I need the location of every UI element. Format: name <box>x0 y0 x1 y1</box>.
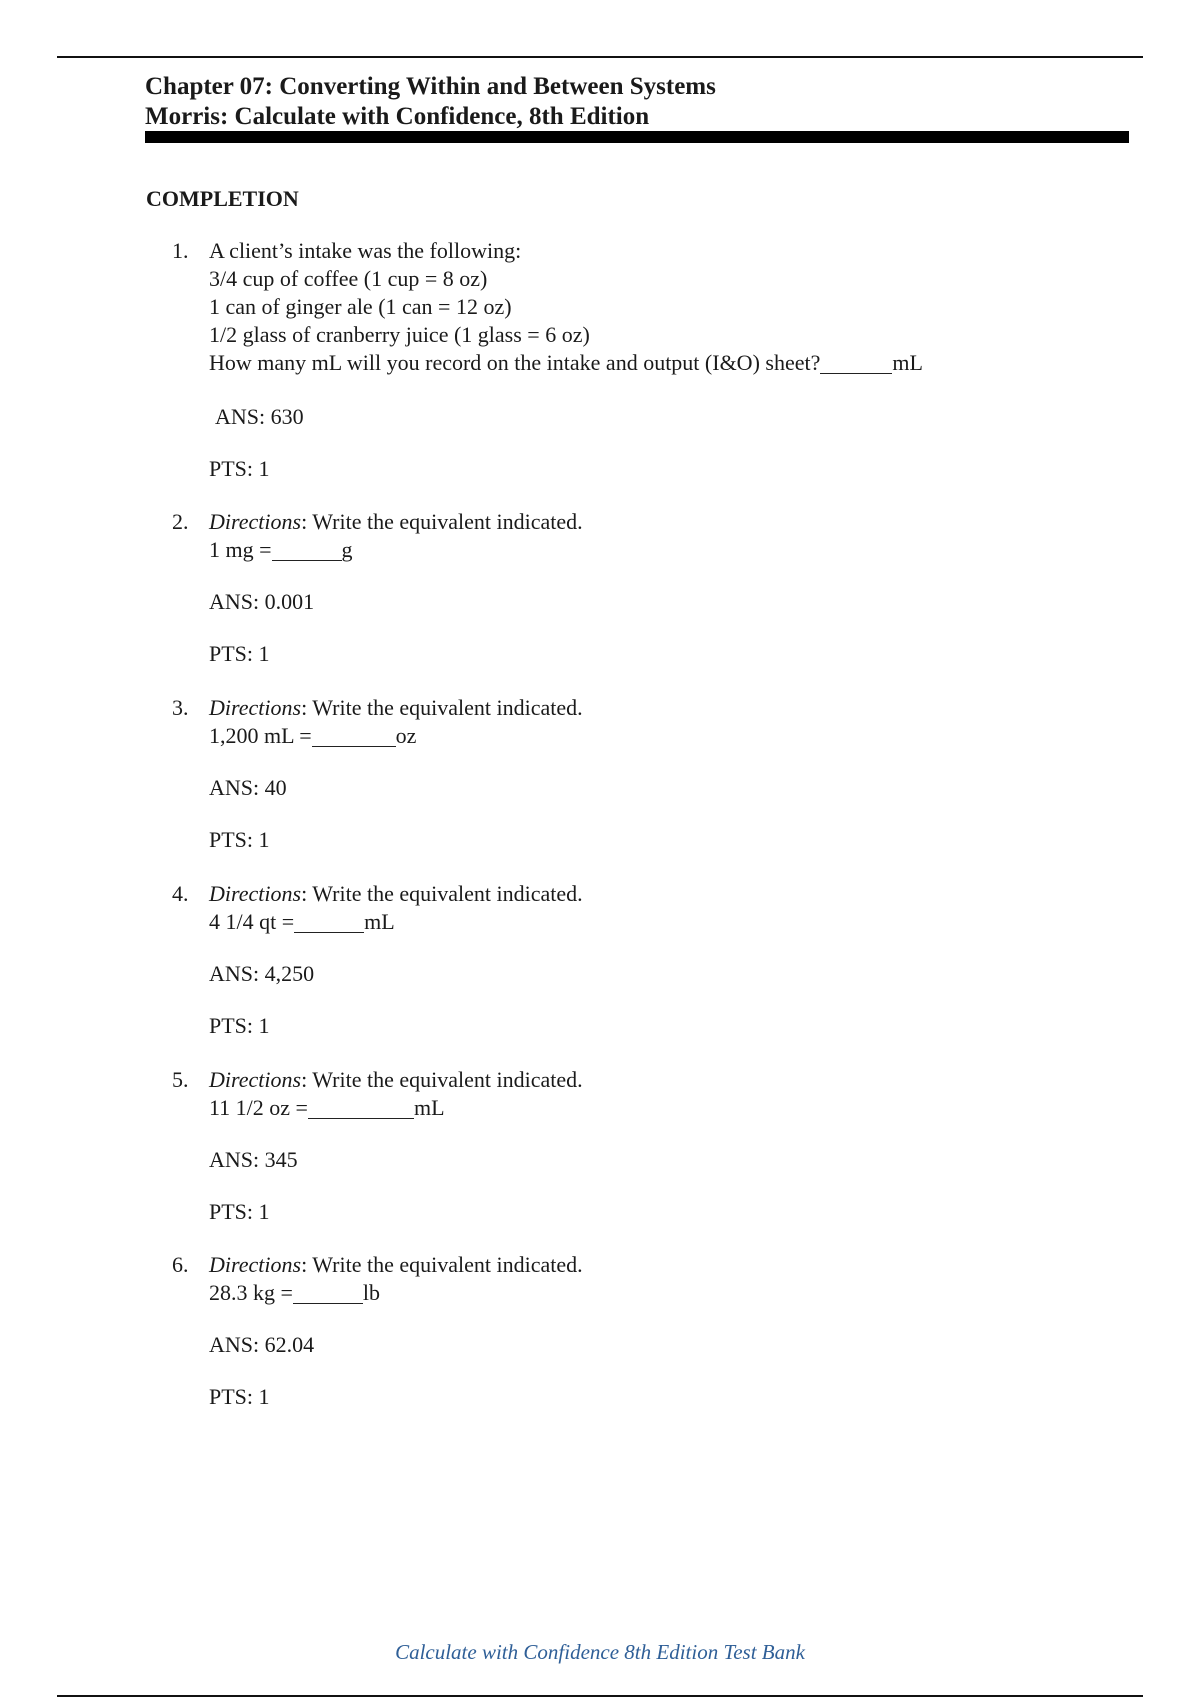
question-body <box>209 508 1069 564</box>
answer: ANS: 40 <box>209 775 287 800</box>
answer-blank <box>272 540 342 561</box>
points: PTS: 1 <box>209 641 270 666</box>
points: PTS: 1 <box>209 1199 270 1224</box>
answer-blank <box>820 353 892 374</box>
top-rule <box>57 56 1143 58</box>
points: PTS: 1 <box>209 456 270 481</box>
question-body <box>209 1251 1069 1307</box>
prompt-text: 1 mg = <box>209 537 272 562</box>
directions-label: Directions <box>209 881 302 906</box>
directions-line <box>209 508 1069 536</box>
answer: ANS: 0.001 <box>209 589 315 614</box>
unit-label: mL <box>364 909 395 934</box>
question-prompt <box>209 1094 1069 1122</box>
question-number: 1. <box>172 238 189 263</box>
unit-label: mL <box>413 1095 445 1120</box>
intake-item: 1/2 glass of cranberry juice (1 glass = 6 oz) <box>209 322 590 347</box>
question-text: A client’s intake was the following: <box>209 238 522 263</box>
question-prompt <box>209 1279 1069 1307</box>
question-body <box>209 694 1069 750</box>
points: PTS: 1 <box>209 827 270 852</box>
directions-line <box>209 694 1069 722</box>
unit-label: oz <box>395 723 417 748</box>
prompt-text: 1,200 mL = <box>209 723 312 748</box>
question-number: 4. <box>172 881 189 906</box>
footer-title: Calculate with Confidence 8th Edition Test Bank <box>395 1640 805 1664</box>
document-header <box>145 72 1129 132</box>
intake-item: 3/4 cup of coffee (1 cup = 8 oz) <box>209 266 488 291</box>
answer-blank <box>308 1098 414 1119</box>
answer-blank <box>293 1283 363 1304</box>
answer: ANS: 345 <box>209 1147 298 1172</box>
directions-text: : Write the equivalent indicated. <box>301 1067 583 1092</box>
question-prompt <box>209 722 1069 750</box>
bottom-rule <box>57 1695 1143 1697</box>
prompt-text: 4 1/4 qt = <box>209 909 295 934</box>
prompt-text: 28.3 kg = <box>209 1280 293 1305</box>
directions-label: Directions <box>209 1252 302 1277</box>
unit-label: mL <box>892 350 923 375</box>
directions-line <box>209 1251 1069 1279</box>
prompt-text: How many mL will you record on the intake and output (I&O) sheet? <box>209 350 821 375</box>
section-title: COMPLETION <box>146 186 299 211</box>
question-number: 5. <box>172 1067 189 1092</box>
directions-text: : Write the equivalent indicated. <box>301 509 583 534</box>
directions-text: : Write the equivalent indicated. <box>301 1252 583 1277</box>
question-body <box>209 880 1069 936</box>
question-prompt <box>209 908 1069 936</box>
unit-label: lb <box>362 1280 381 1305</box>
directions-label: Directions <box>209 509 302 534</box>
directions-line <box>209 880 1069 908</box>
answer-blank <box>312 726 396 747</box>
intake-item: 1 can of ginger ale (1 can = 12 oz) <box>209 294 512 319</box>
directions-label: Directions <box>209 695 302 720</box>
answer: ANS: 4,250 <box>209 961 315 986</box>
directions-text: : Write the equivalent indicated. <box>301 881 583 906</box>
question-number: 3. <box>172 695 189 720</box>
question-prompt <box>209 349 1069 377</box>
directions-label: Directions <box>209 1067 302 1092</box>
answer: ANS: 630 <box>215 404 304 429</box>
unit-label: g <box>341 537 353 562</box>
book-title: Morris: Calculate with Confidence, 8th Edition <box>145 103 650 130</box>
points: PTS: 1 <box>209 1384 270 1409</box>
directions-line <box>209 1066 1069 1094</box>
answer: ANS: 62.04 <box>209 1332 315 1357</box>
question-number: 6. <box>172 1252 189 1277</box>
question-number: 2. <box>172 509 189 534</box>
question-body <box>209 1066 1069 1122</box>
chapter-title: Chapter 07: Converting Within and Between Systems <box>145 73 716 100</box>
question-prompt <box>209 536 1069 564</box>
prompt-text: 11 1/2 oz = <box>209 1095 308 1120</box>
directions-text: : Write the equivalent indicated. <box>301 695 583 720</box>
answer-blank <box>294 912 364 933</box>
points: PTS: 1 <box>209 1013 270 1038</box>
question-body <box>209 237 1069 377</box>
header-bar <box>145 131 1129 143</box>
